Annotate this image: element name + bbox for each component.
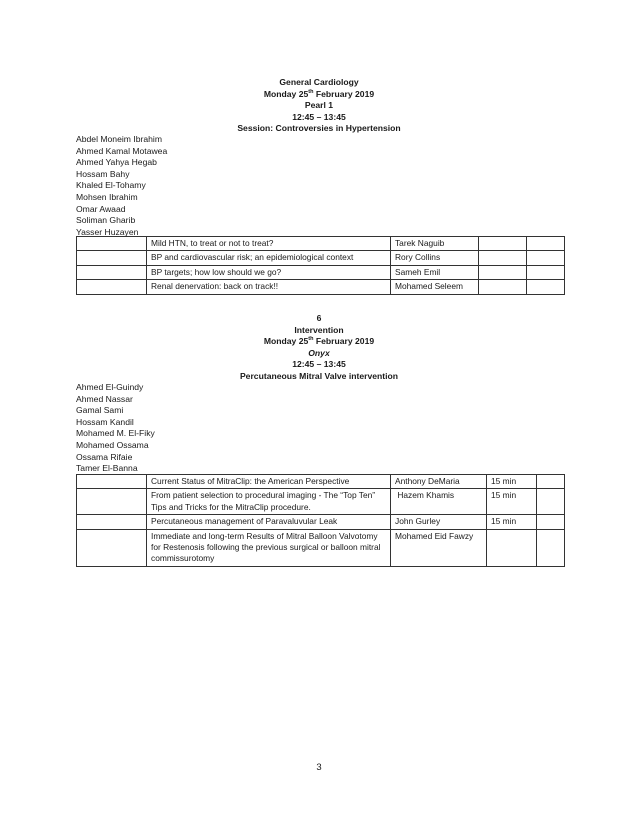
chair-name: Gamal Sami xyxy=(76,405,124,416)
talk-title: From patient selection to procedural imaging - The “Top Ten” Tips and Tricks for the MitraClip procedure. xyxy=(147,489,391,515)
session2-title: Percutaneous Mitral Valve intervention xyxy=(239,370,399,381)
talk-speaker: Tarek Naguib xyxy=(391,237,479,251)
session2-header xyxy=(0,313,638,383)
chair-name: Ahmed Nassar xyxy=(76,393,133,404)
session1-track: General Cardiology xyxy=(279,77,359,87)
talk-title: BP and cardiovascular risk; an epidemiological context xyxy=(147,251,391,265)
talk-duration xyxy=(479,251,527,265)
talk-speaker: John Gurley xyxy=(391,515,487,529)
chair-name: Mohsen Ibrahim xyxy=(76,191,138,202)
chair-name: Mohamed M. El-Fiky xyxy=(76,428,155,439)
talk-speaker: Hazem Khamis xyxy=(391,489,487,515)
blank-cell xyxy=(77,237,147,251)
talk-speaker: Rory Collins xyxy=(391,251,479,265)
blank-cell xyxy=(77,475,147,489)
blank-cell xyxy=(77,251,147,265)
talk-duration xyxy=(479,265,527,279)
talk-duration xyxy=(479,280,527,294)
chair-name: Ahmed Yahya Hegab xyxy=(76,157,157,168)
session2-date: Monday 25th February 2019 xyxy=(263,336,375,347)
talk-title: BP targets; how low should we go? xyxy=(147,265,391,279)
blank-cell xyxy=(77,265,147,279)
talk-title: Current Status of MitraClip: the American Perspective xyxy=(147,475,391,489)
table-row xyxy=(77,515,565,529)
table-row xyxy=(77,489,565,515)
blank-cell xyxy=(77,529,147,566)
blank-cell xyxy=(537,529,565,566)
table-row xyxy=(77,529,565,566)
blank-cell xyxy=(77,280,147,294)
session1-header xyxy=(0,77,638,135)
table-row xyxy=(77,237,565,251)
talk-duration xyxy=(479,237,527,251)
chair-name: Abdel Moneim Ibrahim xyxy=(76,134,162,144)
blank-cell xyxy=(527,237,565,251)
talk-duration: 15 min xyxy=(487,475,537,489)
chair-name: Khaled El-Tohamy xyxy=(76,180,146,191)
blank-cell xyxy=(537,489,565,515)
blank-cell xyxy=(77,515,147,529)
chair-name: Mohamed Ossama xyxy=(76,439,149,450)
talk-speaker: Mohamed Eid Fawzy xyxy=(391,529,487,566)
table-row xyxy=(77,280,565,294)
talk-speaker: Anthony DeMaria xyxy=(391,475,487,489)
page-number: 3 xyxy=(316,762,322,773)
session1-room: Pearl 1 xyxy=(304,100,334,111)
chair-name: Ahmed Kamal Motawea xyxy=(76,145,168,156)
session1-chairs xyxy=(76,134,167,238)
session2-chairs xyxy=(76,382,155,475)
chair-name: Soliman Gharib xyxy=(76,215,136,226)
table-row xyxy=(77,475,565,489)
talk-duration: 15 min xyxy=(487,489,537,515)
chair-name: Ahmed El-Guindy xyxy=(76,382,144,392)
talk-title: Immediate and long-term Results of Mitral Balloon Valvotomy for Restenosis following the previous surgical or balloon mitral commissurotomy xyxy=(147,529,391,566)
chair-name: Tamer El-Banna xyxy=(76,463,138,474)
table-row xyxy=(77,251,565,265)
talk-duration: 15 min xyxy=(487,515,537,529)
chair-name: Omar Awaad xyxy=(76,203,126,214)
table-row xyxy=(77,265,565,279)
blank-cell xyxy=(77,489,147,515)
talk-speaker: Sameh Emil xyxy=(391,265,479,279)
session1-title: Session: Controversies in Hypertension xyxy=(237,123,401,134)
chair-name: Hossam Bahy xyxy=(76,168,130,179)
session1-time: 12:45 – 13:45 xyxy=(292,111,346,122)
session2-room: Onyx xyxy=(308,347,330,358)
talk-title: Renal denervation: back on track!! xyxy=(147,280,391,294)
blank-cell xyxy=(537,475,565,489)
blank-cell xyxy=(537,515,565,529)
talk-speaker: Mohamed Seleem xyxy=(391,280,479,294)
chair-name: Ossama Rifaie xyxy=(76,451,133,462)
session2-schedule-table xyxy=(76,474,565,567)
talk-title: Mild HTN, to treat or not to treat? xyxy=(147,237,391,251)
talk-duration xyxy=(487,529,537,566)
chair-name: Yasser Huzayen xyxy=(76,226,139,237)
session2-number: 6 xyxy=(316,313,322,323)
session2-track: Intervention xyxy=(294,324,344,335)
blank-cell xyxy=(527,265,565,279)
session1-date: Monday 25th February 2019 xyxy=(263,88,375,99)
talk-title: Percutaneous management of Paravaluvular Leak xyxy=(147,515,391,529)
blank-cell xyxy=(527,280,565,294)
chair-name: Hossam Kandil xyxy=(76,416,134,427)
session2-time: 12:45 – 13:45 xyxy=(292,359,346,370)
session1-schedule-table xyxy=(76,236,565,295)
blank-cell xyxy=(527,251,565,265)
